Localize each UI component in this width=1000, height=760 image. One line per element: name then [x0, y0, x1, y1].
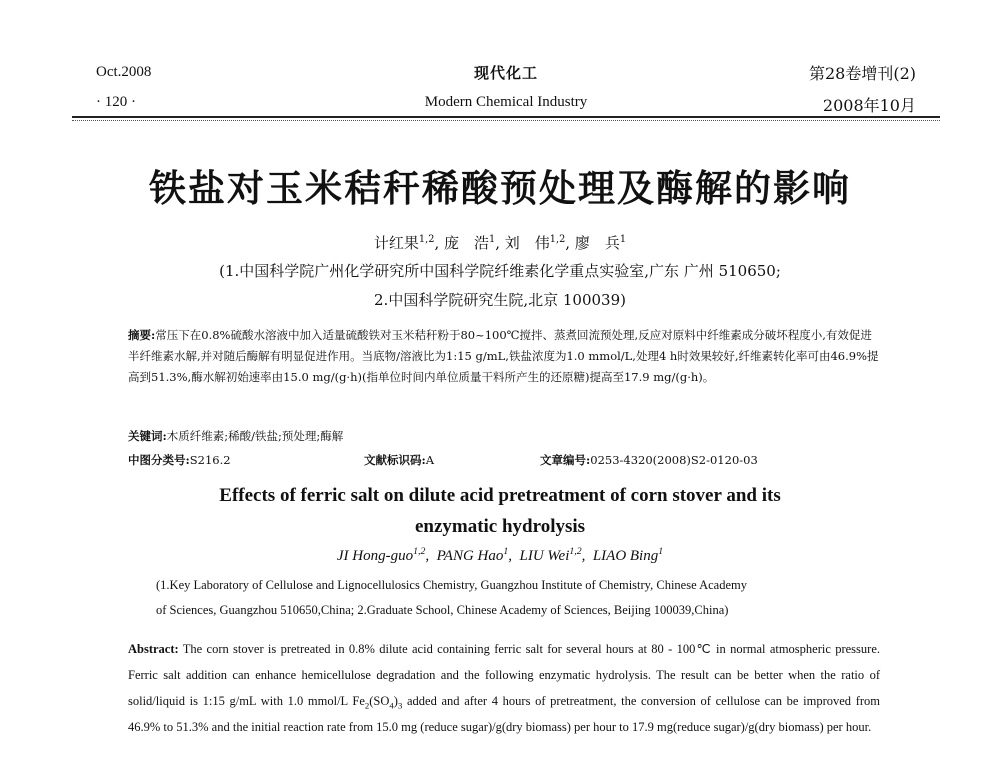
abstract-en-text-cont: added and after 4 hours of pretreatment, the conversion of cellulose can be improved from 46.9% to 51.3% and the initial reaction rate from 15.0 mg (reduce sugar)/g(dry biomass) per hour to 17.9 mg(reduce sugar)/g(dry biomass) per hour.	[128, 694, 880, 734]
keywords-cn-label: 关键词:	[128, 429, 167, 443]
keywords-cn-text: 木质纤维素;稀酸/铁盐;预处理;酶解	[166, 429, 344, 443]
author-affiliation-mark: 1,2	[549, 234, 566, 245]
formula-part: )	[393, 694, 398, 708]
author-affiliation-mark: 1,2	[413, 546, 426, 557]
document-code-value: A	[425, 453, 435, 467]
paper-title-en-line1: Effects of ferric salt on dilute acid pretreatment of corn stover and its	[219, 485, 781, 506]
author-affiliation-mark: 1	[503, 546, 509, 557]
author-affiliation-mark: 1	[658, 546, 664, 557]
classification-row	[128, 452, 888, 470]
affiliation-en-line: (1.Key Laboratory of Cellulose and Lignocellulosics Chemistry, Guangzhou Institute of Chemistry, Chinese Academy	[156, 578, 747, 592]
clc-number	[128, 452, 231, 468]
abstract-cn-text: 常压下在0.8%硫酸水溶液中加入适量硫酸铁对玉米秸秆粉于80~100℃搅拌、蒸煮回流预处理,反应对原料中纤维素成分破坏程度小,有效促进半纤维素水解,并对随后酶解有明显促进作用。当底物/溶液比为1:15 g/mL,铁盐浓度为1.0 mmol/L,处理4 h时效果较好,纤维素转化率可由46.9%提高到51.3%,酶水解初始速率由15.0 mg/(g·h)(指单位时间内单位质量干料所产生的还原糖)提高至17.9 mg/(g·h)。	[128, 328, 879, 384]
clc-value: S216.2	[189, 453, 231, 467]
author-affiliation-mark: 1,2	[418, 234, 435, 245]
author-name-en: JI Hong-guo	[336, 548, 414, 564]
author-affiliation-mark: 1,2	[569, 546, 582, 557]
abstract-en-text: The corn stover is pretreated in 0.8% dilute acid containing ferric salt for several hours at 80 - 100℃ in normal atmospheric pressure. Ferric salt addition can enhance hemicellulose degradation and the following enzymatic hydrolysis. The result can be better when the ratio of solid/liquid is 1:15 g/mL with 1.0 mmol/L Fe	[128, 642, 880, 708]
header-rule-dotted	[72, 120, 940, 121]
header-journal-en: Modern Chemical Industry	[424, 94, 588, 110]
header-issue-date: 2008年10月	[822, 96, 916, 115]
document-code-label: 文献标识码:	[364, 453, 426, 467]
author-name: 刘 伟	[504, 234, 550, 252]
affiliation-cn-line: (1.中国科学院广州化学研究所中国科学院纤维素化学重点实验室,广东 广州 510650;	[219, 262, 781, 280]
author-affiliation-mark: 1	[619, 234, 627, 245]
author-name: 计红果	[373, 234, 419, 252]
author-affiliation-mark: 1	[489, 234, 496, 245]
article-number	[540, 452, 758, 468]
author-name: 廖 兵	[574, 234, 620, 252]
header-page-number: · 120 ·	[96, 94, 136, 110]
header-date: Oct.2008	[96, 64, 152, 80]
header-rule	[72, 116, 940, 118]
author-name-en: LIU Wei	[519, 548, 570, 564]
formula-subscript: 4	[389, 700, 394, 711]
clc-label: 中图分类号:	[128, 453, 190, 467]
formula-part: (SO	[369, 694, 390, 708]
affiliation-en-line: of Sciences, Guangzhou 510650,China; 2.Graduate School, Chinese Academy of Sciences, Beijing 100039,China)	[156, 603, 729, 617]
author-name-en: LIAO Bing	[592, 548, 659, 564]
abstract-cn-label: 摘要:	[128, 328, 156, 342]
authors-cn: 计红果$^{1,2}$, 庞 浩$^1$, 刘 伟$^{1,2}$, 廖 兵$^1$	[373, 234, 627, 252]
affiliation-cn-line: 2.中国科学院研究生院,北京 100039)	[374, 291, 626, 309]
author-name-en: PANG Hao	[436, 548, 504, 564]
running-header	[96, 56, 916, 114]
author-name: 庞 浩	[443, 234, 489, 252]
keywords-cn	[128, 428, 343, 444]
article-number-label: 文章编号:	[540, 453, 591, 467]
formula-subscript: 2	[364, 700, 370, 711]
header-volume: 第28卷增刊(2)	[808, 64, 916, 83]
paper-title-cn: 铁盐对玉米秸秆稀酸预处理及酶解的影响	[149, 167, 851, 210]
authors-en: JI Hong-guo$^{1,2}$, PANG Hao$^1$, LIU Wei$^{1,2}$, LIAO Bing$^1$	[336, 546, 664, 564]
formula-subscript: 3	[397, 700, 403, 711]
abstract-en	[128, 636, 880, 740]
abstract-en-label: Abstract:	[128, 642, 179, 656]
abstract-cn	[128, 325, 880, 388]
header-journal-cn: 现代化工	[473, 64, 538, 82]
document-code	[364, 452, 434, 468]
article-number-value: 0253-4320(2008)S2-0120-03	[590, 453, 758, 467]
paper-title-en-line2: enzymatic hydrolysis	[414, 516, 586, 537]
